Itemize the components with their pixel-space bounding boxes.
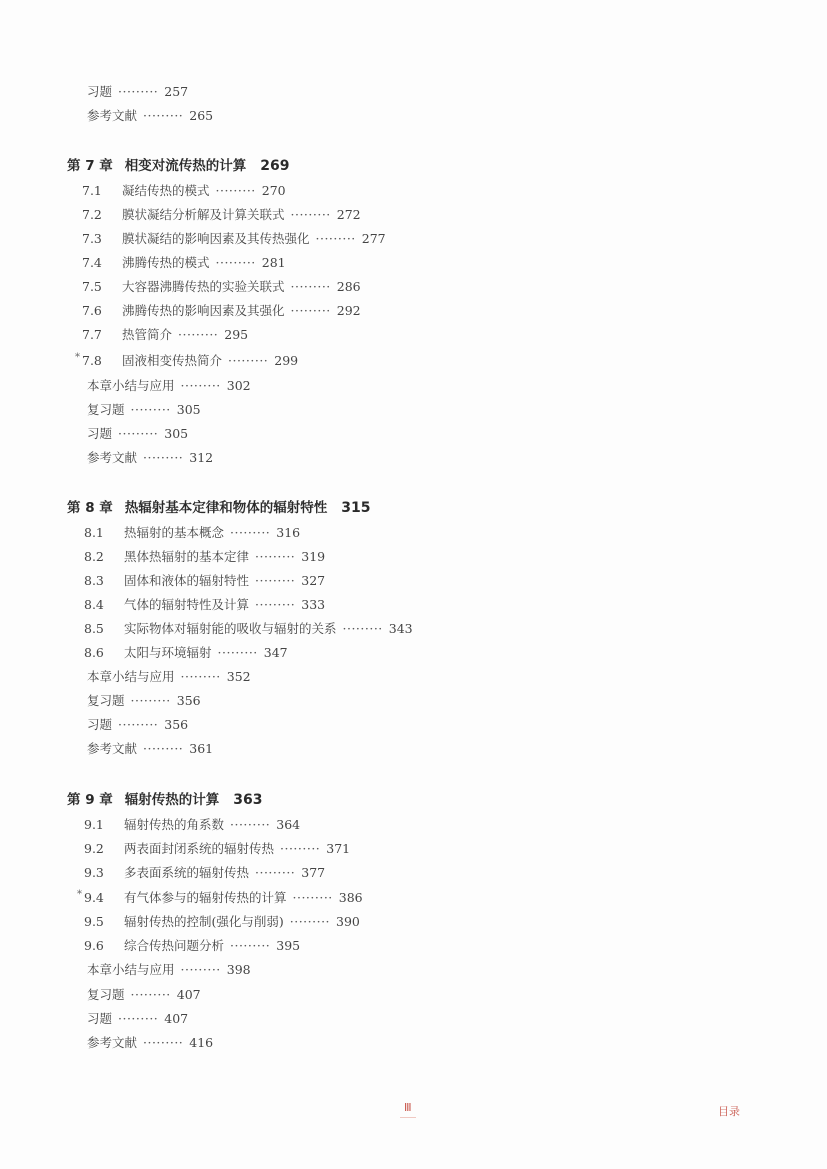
toc-section: 7.3 膜状凝结的影响因素及其传热强化 ········· 277 [82,231,386,246]
toc-section: 7.4 沸腾传热的模式 ········· 281 [82,255,286,270]
toc-entry: 参考文献 ········· 416 [87,1035,214,1050]
toc-entry: 本章小结与应用 ········· 302 [87,378,251,393]
toc-section: 7.6 沸腾传热的影响因素及其强化 ········· 292 [82,303,361,318]
optional-marker: * [75,352,80,363]
toc-section: * 9.4 有气体参与的辐射传热的计算 ········· 386 [77,889,363,905]
toc-section: 8.2 黑体热辐射的基本定律 ········· 319 [84,549,326,564]
optional-marker: * [77,889,82,900]
toc-section: 8.1 热辐射的基本概念 ········· 316 [84,525,301,540]
toc-entry: 参考文献 ········· 361 [87,741,214,756]
toc-section: 9.3 多表面系统的辐射传热 ········· 377 [84,865,326,880]
toc-entry: 参考文献 ········· 312 [87,450,214,465]
toc-section: 9.2 两表面封闭系统的辐射传热 ········· 371 [84,841,351,856]
toc-section: 8.4 气体的辐射特性及计算 ········· 333 [84,597,326,612]
toc-section: 8.6 太阳与环境辐射 ········· 347 [84,645,288,660]
toc-section: 7.7 热管简介 ········· 295 [82,327,249,342]
toc-section: 9.5 辐射传热的控制(强化与削弱) ········· 390 [84,914,360,929]
toc-entry: 习题 ········· 305 [87,426,189,441]
chapter-heading: 第 9 章 辐射传热的计算 363 [67,792,263,808]
toc-entry: 习题 ········· 257 [87,84,189,99]
toc-section: 9.6 综合传热问题分析 ········· 395 [84,938,301,953]
running-footer-label: 目录 [718,1105,740,1118]
toc-entry: 习题 ········· 356 [87,717,189,732]
toc-entry: 复习题 ········· 356 [87,693,201,708]
toc-section: * 7.8 固液相变传热简介 ········· 299 [75,352,299,368]
toc-section: 7.1 凝结传热的模式 ········· 270 [82,183,286,198]
toc-section: 8.5 实际物体对辐射能的吸收与辐射的关系 ········· 343 [84,621,413,636]
toc-entry: 本章小结与应用 ········· 352 [87,669,251,684]
toc-entry: 本章小结与应用 ········· 398 [87,962,251,977]
chapter-heading: 第 8 章 热辐射基本定律和物体的辐射特性 315 [67,500,371,516]
toc-entry: 复习题 ········· 407 [87,987,201,1002]
toc-entry: 习题 ········· 407 [87,1011,189,1026]
toc-entry: 复习题 ········· 305 [87,402,201,417]
toc-section: 9.1 辐射传热的角系数 ········· 364 [84,817,301,832]
toc-section: 7.5 大容器沸腾传热的实验关联式 ········· 286 [82,279,361,294]
toc-entry: 参考文献 ········· 265 [87,108,214,123]
chapter-heading: 第 7 章 相变对流传热的计算 269 [67,158,290,174]
page-number: Ⅲ [400,1101,416,1118]
toc-section: 8.3 固体和液体的辐射特性 ········· 327 [84,573,326,588]
toc-section: 7.2 膜状凝结分析解及计算关联式 ········· 272 [82,207,361,222]
